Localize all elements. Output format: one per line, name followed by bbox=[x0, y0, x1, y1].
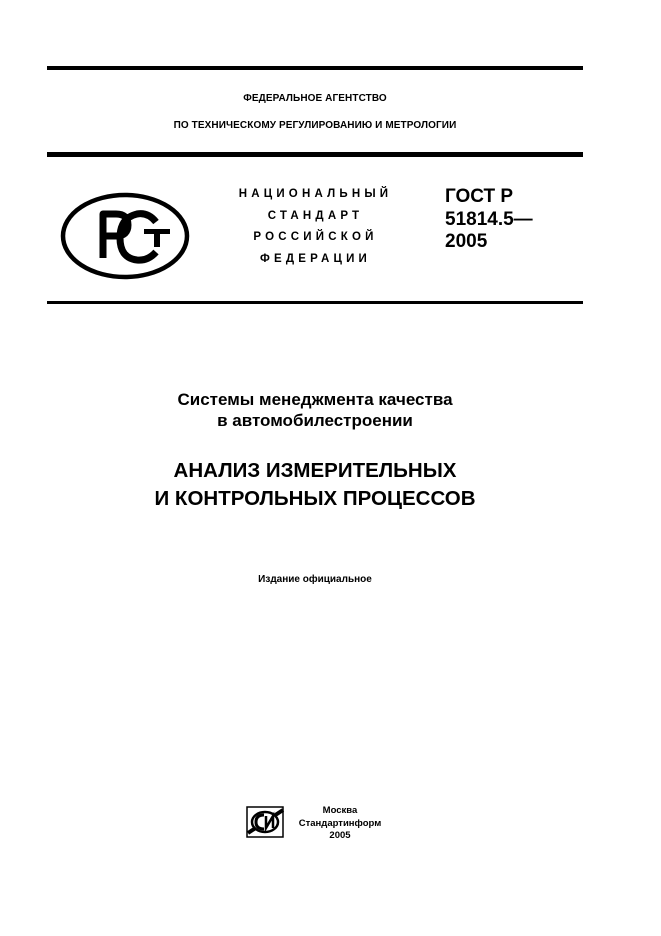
standard-line-2: СТАНДАРТ bbox=[267, 209, 364, 222]
rst-mark-icon bbox=[60, 192, 190, 280]
document-subtitle bbox=[47, 389, 583, 431]
standard-title bbox=[218, 184, 413, 270]
standard-line-1: НАЦИОНАЛЬНЫЙ bbox=[238, 188, 393, 200]
standard-rule bbox=[47, 301, 583, 304]
subtitle-line-2: в автомобилестроении bbox=[217, 411, 413, 430]
gost-line-1: ГОСТ Р bbox=[445, 186, 514, 207]
publisher-year: 2005 bbox=[329, 830, 351, 841]
svg-text:РСТ: РСТ bbox=[125, 240, 127, 241]
top-rule bbox=[47, 66, 583, 70]
document-title bbox=[47, 457, 583, 513]
gost-designation bbox=[445, 186, 533, 254]
header-rule bbox=[47, 152, 583, 157]
gost-line-3: 2005 bbox=[445, 231, 488, 252]
agency-line-1: ФЕДЕРАЛЬНОЕ АГЕНТСТВО bbox=[243, 93, 387, 104]
title-line-2: И КОНТРОЛЬНЫХ ПРОЦЕССОВ bbox=[154, 487, 476, 510]
standard-line-4: ФЕДЕРАЦИИ bbox=[259, 252, 372, 265]
standard-line-3: РОССИЙСКОЙ bbox=[253, 231, 378, 243]
subtitle-line-1: Системы менеджмента качества bbox=[177, 390, 453, 409]
agency-line-2: ПО ТЕХНИЧЕСКОМУ РЕГУЛИРОВАНИЮ И МЕТРОЛОГИИ bbox=[173, 120, 457, 131]
title-line-1: АНАЛИЗ ИЗМЕРИТЕЛЬНЫХ bbox=[173, 459, 457, 482]
standartinform-logo-icon bbox=[244, 805, 286, 839]
publisher-info bbox=[294, 805, 386, 843]
edition-label: Издание официальное bbox=[258, 574, 372, 585]
gost-line-2: 51814.5— bbox=[445, 208, 533, 230]
publisher-name: Стандартинформ bbox=[298, 817, 382, 829]
publisher-city: Москва bbox=[322, 805, 358, 816]
